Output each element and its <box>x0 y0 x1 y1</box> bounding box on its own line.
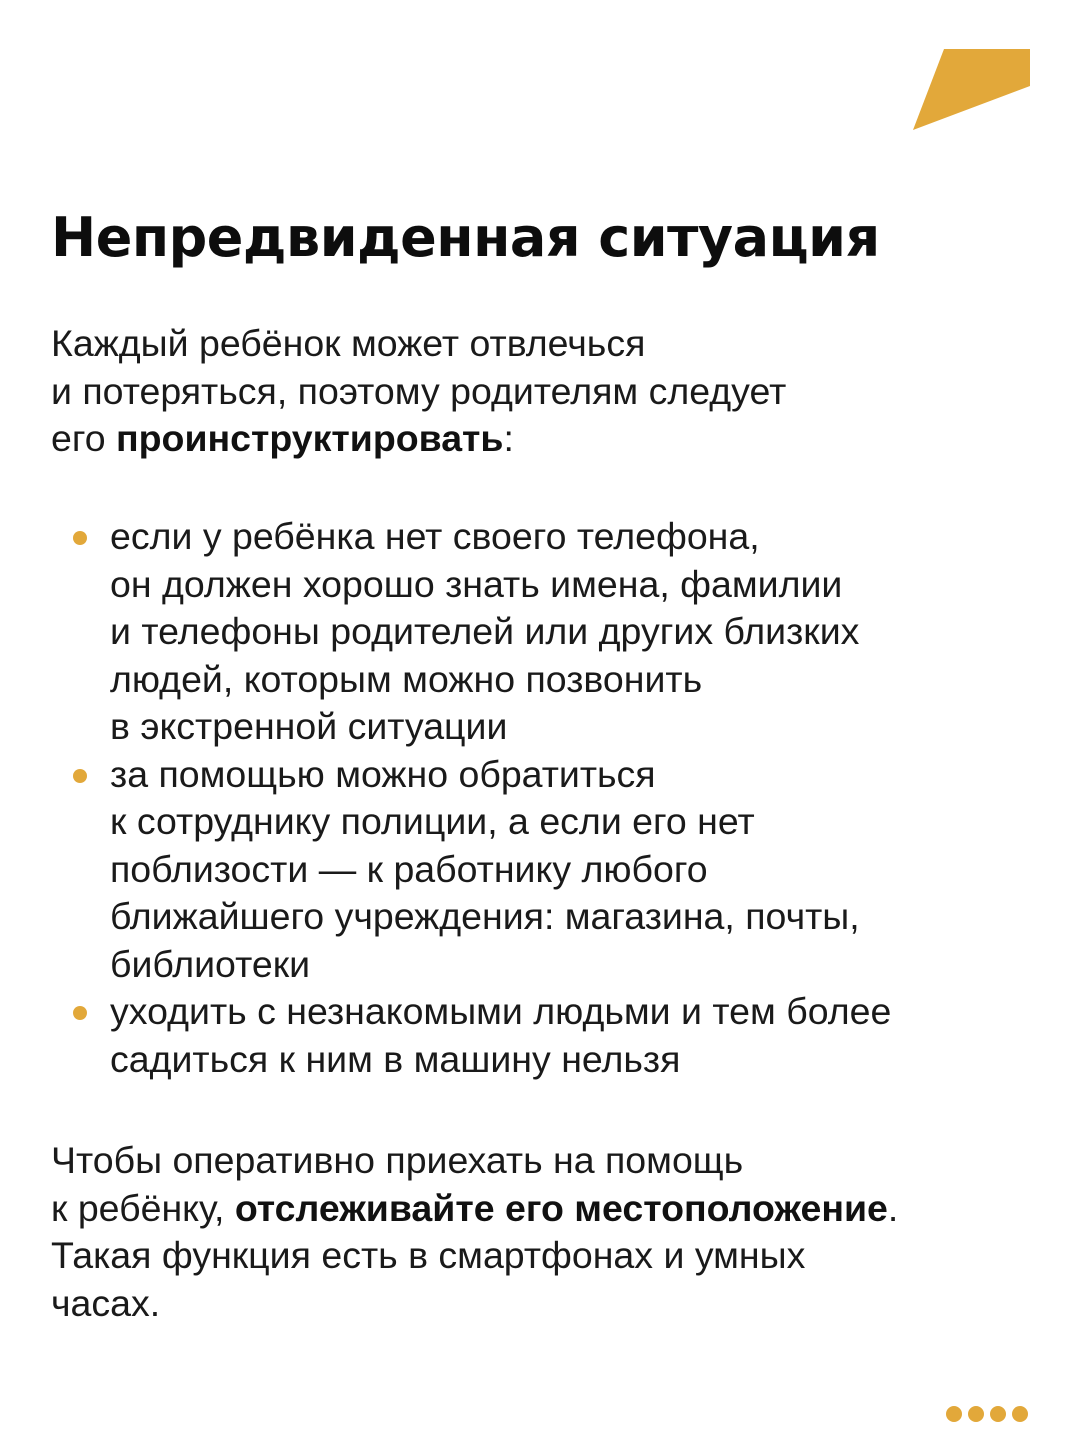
intro-line-3-suffix: : <box>503 417 514 459</box>
parallelogram-accent-icon <box>910 46 1032 132</box>
pagination-dots <box>946 1406 1028 1422</box>
outro-line-2-prefix: к ребёнку, <box>51 1186 235 1229</box>
outro-line-1: Чтобы оперативно приехать на помощь <box>51 1139 744 1181</box>
intro-line-3-prefix: его <box>51 417 116 459</box>
list-item-line: в экстренной ситуации <box>110 705 508 747</box>
list-item-line: людей, которым можно позвонить <box>110 657 703 700</box>
list-item <box>0 988 1080 1083</box>
bullet-dot-icon <box>73 531 87 545</box>
list-item-line: поблизости — к работнику любого <box>110 847 708 890</box>
outro-line-3: Такая функция есть в смартфонах и умных <box>51 1234 806 1276</box>
pagination-dot <box>946 1406 962 1422</box>
list-item-line: он должен хорошо знать имена, фамилии <box>110 562 843 605</box>
bullet-dot-icon <box>73 769 87 783</box>
pagination-dot <box>990 1406 1006 1422</box>
intro-line-1: Каждый ребёнок может отвлечься <box>51 322 646 364</box>
list-item-line: ближайшего учреждения: магазина, почты, <box>110 895 860 937</box>
outro-paragraph <box>51 1137 1041 1327</box>
outro-line-2 <box>51 1185 1041 1233</box>
outro-line-4: часах. <box>51 1281 161 1324</box>
bullet-dot-icon <box>73 1006 87 1020</box>
list-item-line: за помощью можно обратиться <box>110 752 656 795</box>
list-item <box>0 751 1080 989</box>
list-item-line: уходить с незнакомыми людьми и тем более <box>110 990 892 1032</box>
instruction-list <box>0 513 1080 1083</box>
list-item <box>0 513 1080 751</box>
pagination-dot <box>968 1406 984 1422</box>
list-item-line: библиотеки <box>110 942 311 985</box>
outro-line-2-suffix: . <box>887 1186 899 1229</box>
intro-paragraph <box>51 320 1041 463</box>
list-item-line: садиться к ним в машину нельзя <box>110 1037 681 1080</box>
intro-line-2: и потеряться, поэтому родителям следует <box>51 369 787 412</box>
list-item-line: и телефоны родителей или других близких <box>110 610 860 652</box>
list-item-line: к сотруднику полиции, а если его нет <box>110 800 755 842</box>
page-title: Непредвиденная ситуация <box>51 206 880 269</box>
pagination-dot <box>1012 1406 1028 1422</box>
outro-emphasis: отслеживайте его местоположение <box>234 1186 888 1229</box>
list-item-line: если у ребёнка нет своего телефона, <box>110 515 760 557</box>
intro-emphasis: проинструктировать <box>115 417 504 459</box>
intro-line-3 <box>51 415 1041 463</box>
